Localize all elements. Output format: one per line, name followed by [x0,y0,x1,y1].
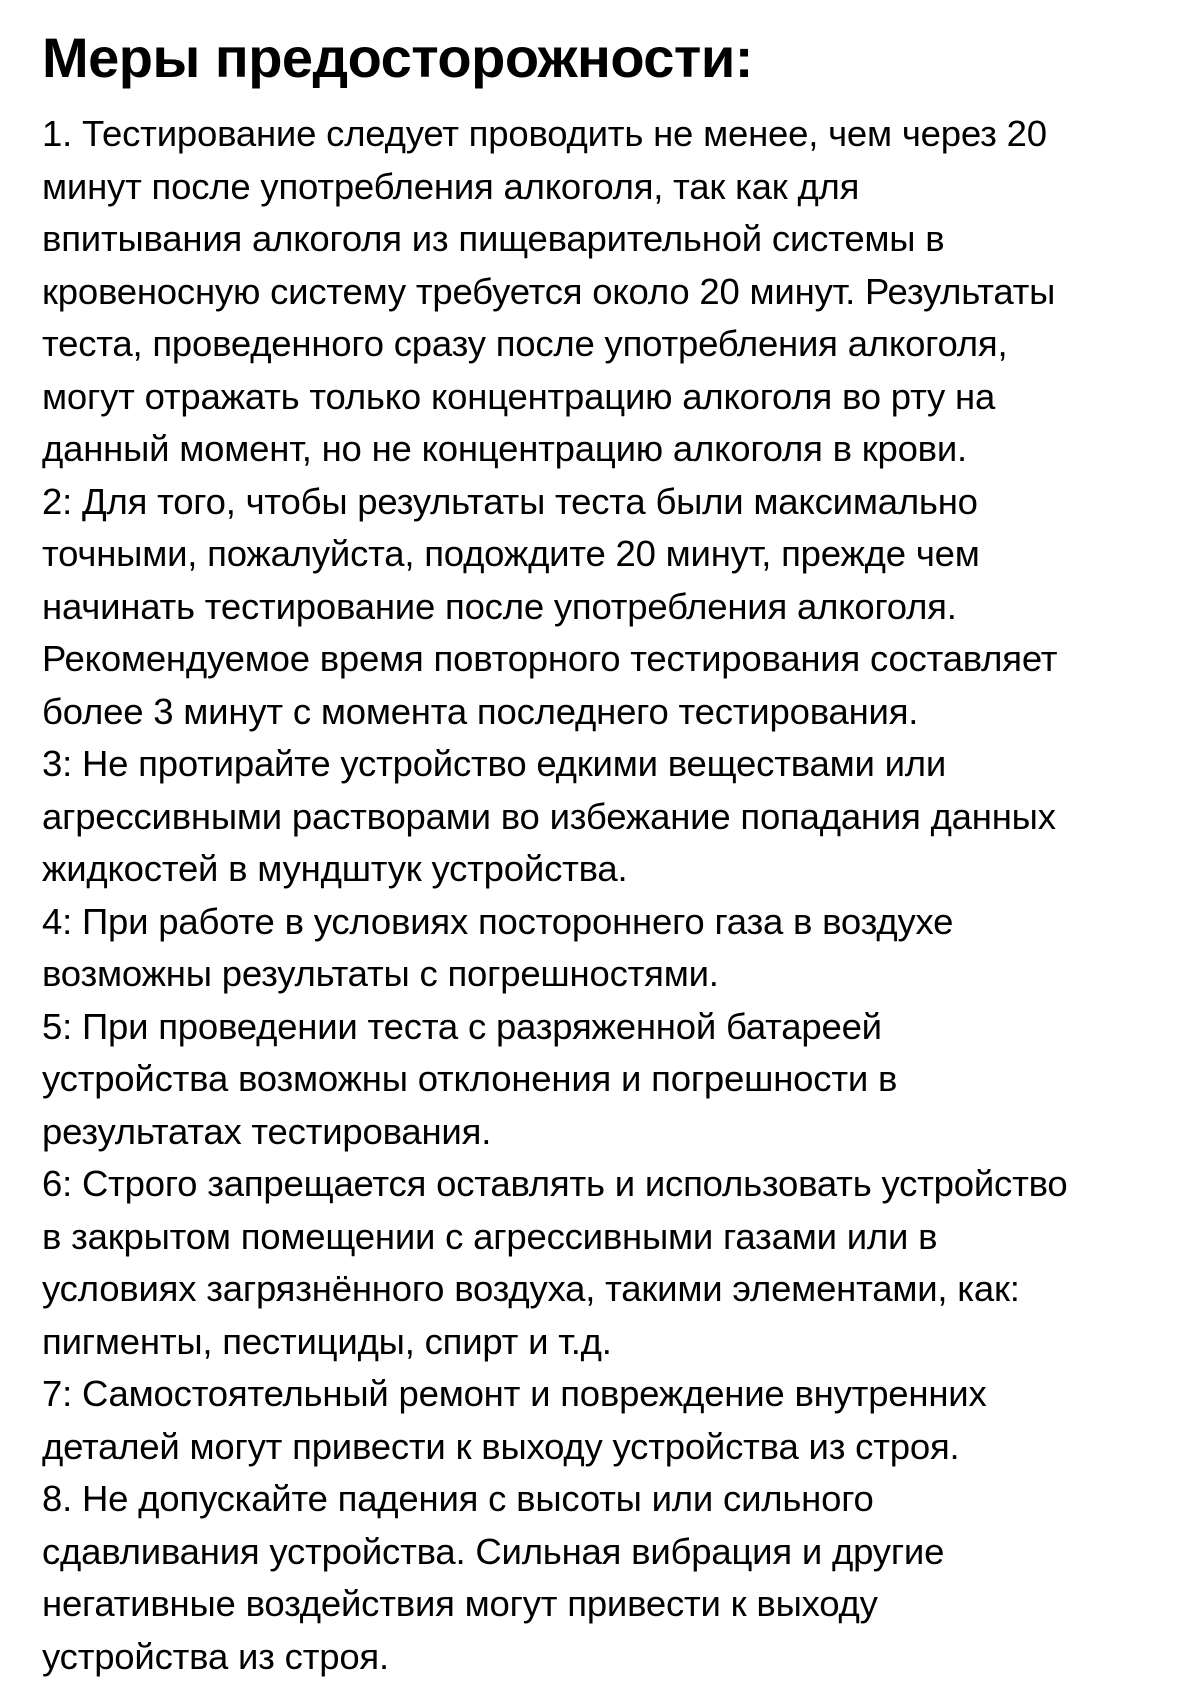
page-title: Меры предосторожности: [42,26,753,89]
precaution-line: устройства возможны отклонения и погрешности в [42,1058,898,1099]
precaution-item-3 [42,738,1180,896]
precaution-line: 2: Для того, чтобы результаты теста были максимально [42,480,978,522]
precaution-line: в закрытом помещении с агрессивными газами или в [42,1215,938,1257]
precaution-line: устройства из строя. [42,1635,389,1677]
precaution-item-5 [42,1001,1180,1159]
precaution-line: впитывания алкоголя из пищеварительной системы в [42,218,945,259]
precaution-item-2 [42,476,1180,739]
precaution-line: сдавливания устройства. Сильная вибрация и другие [42,1530,945,1572]
precaution-line: 6: Строго запрещается оставлять и использовать устройство [42,1163,1068,1204]
precaution-line: пигменты, пестициды, спирт и т.д. [42,1320,612,1362]
precaution-line: могут отражать только концентрацию алкоголя во рту на [42,375,996,417]
precaution-line: 4: При работе в условиях постороннего газа в воздухе [42,900,954,942]
precaution-item-6 [42,1158,1180,1368]
precaution-line: 7: Самостоятельный ремонт и повреждение внутренних [42,1373,987,1414]
precaution-line: 3: Не протирайте устройство едкими веществами или [42,743,947,784]
precautions-list [42,108,1180,1683]
precaution-line: возможны результаты с погрешностями. [42,953,719,994]
precaution-line: негативные воздействия могут привести к выходу [42,1583,878,1624]
precaution-line: начинать тестирование после употребления алкоголя. [42,585,957,627]
precaution-line: 8. Не допускайте падения с высоты или сильного [42,1478,874,1519]
precaution-line: 1. Тестирование следует проводить не менее, чем через 20 [42,113,1047,154]
precaution-line: 5: При проведении теста с разряженной батареей [42,1005,882,1047]
precaution-line: данный момент, но не концентрацию алкоголя в крови. [42,428,967,469]
precaution-item-4 [42,896,1180,1001]
precaution-line: минут после употребления алкоголя, так как для [42,165,860,207]
precaution-line: жидкостей в мундштук устройства. [42,848,628,889]
precaution-line: деталей могут привести к выходу устройства из строя. [42,1425,960,1467]
precaution-line: более 3 минут с момента последнего тестирования. [42,690,919,732]
precaution-line: Рекомендуемое время повторного тестирования составляет [42,638,1058,679]
precaution-line: результатах тестирования. [42,1110,492,1152]
precaution-item-8 [42,1473,1180,1683]
precaution-line: агрессивными растворами во избежание попадания данных [42,795,1056,837]
precaution-item-7 [42,1368,1180,1473]
precaution-line: точными, пожалуйста, подождите 20 минут, прежде чем [42,533,980,574]
precaution-line: кровеносную систему требуется около 20 минут. Результаты [42,270,1056,312]
precaution-line: теста, проведенного сразу после употребления алкоголя, [42,323,1008,364]
precaution-item-1 [42,108,1180,476]
precaution-line: условиях загрязнённого воздуха, такими элементами, как: [42,1268,1020,1309]
